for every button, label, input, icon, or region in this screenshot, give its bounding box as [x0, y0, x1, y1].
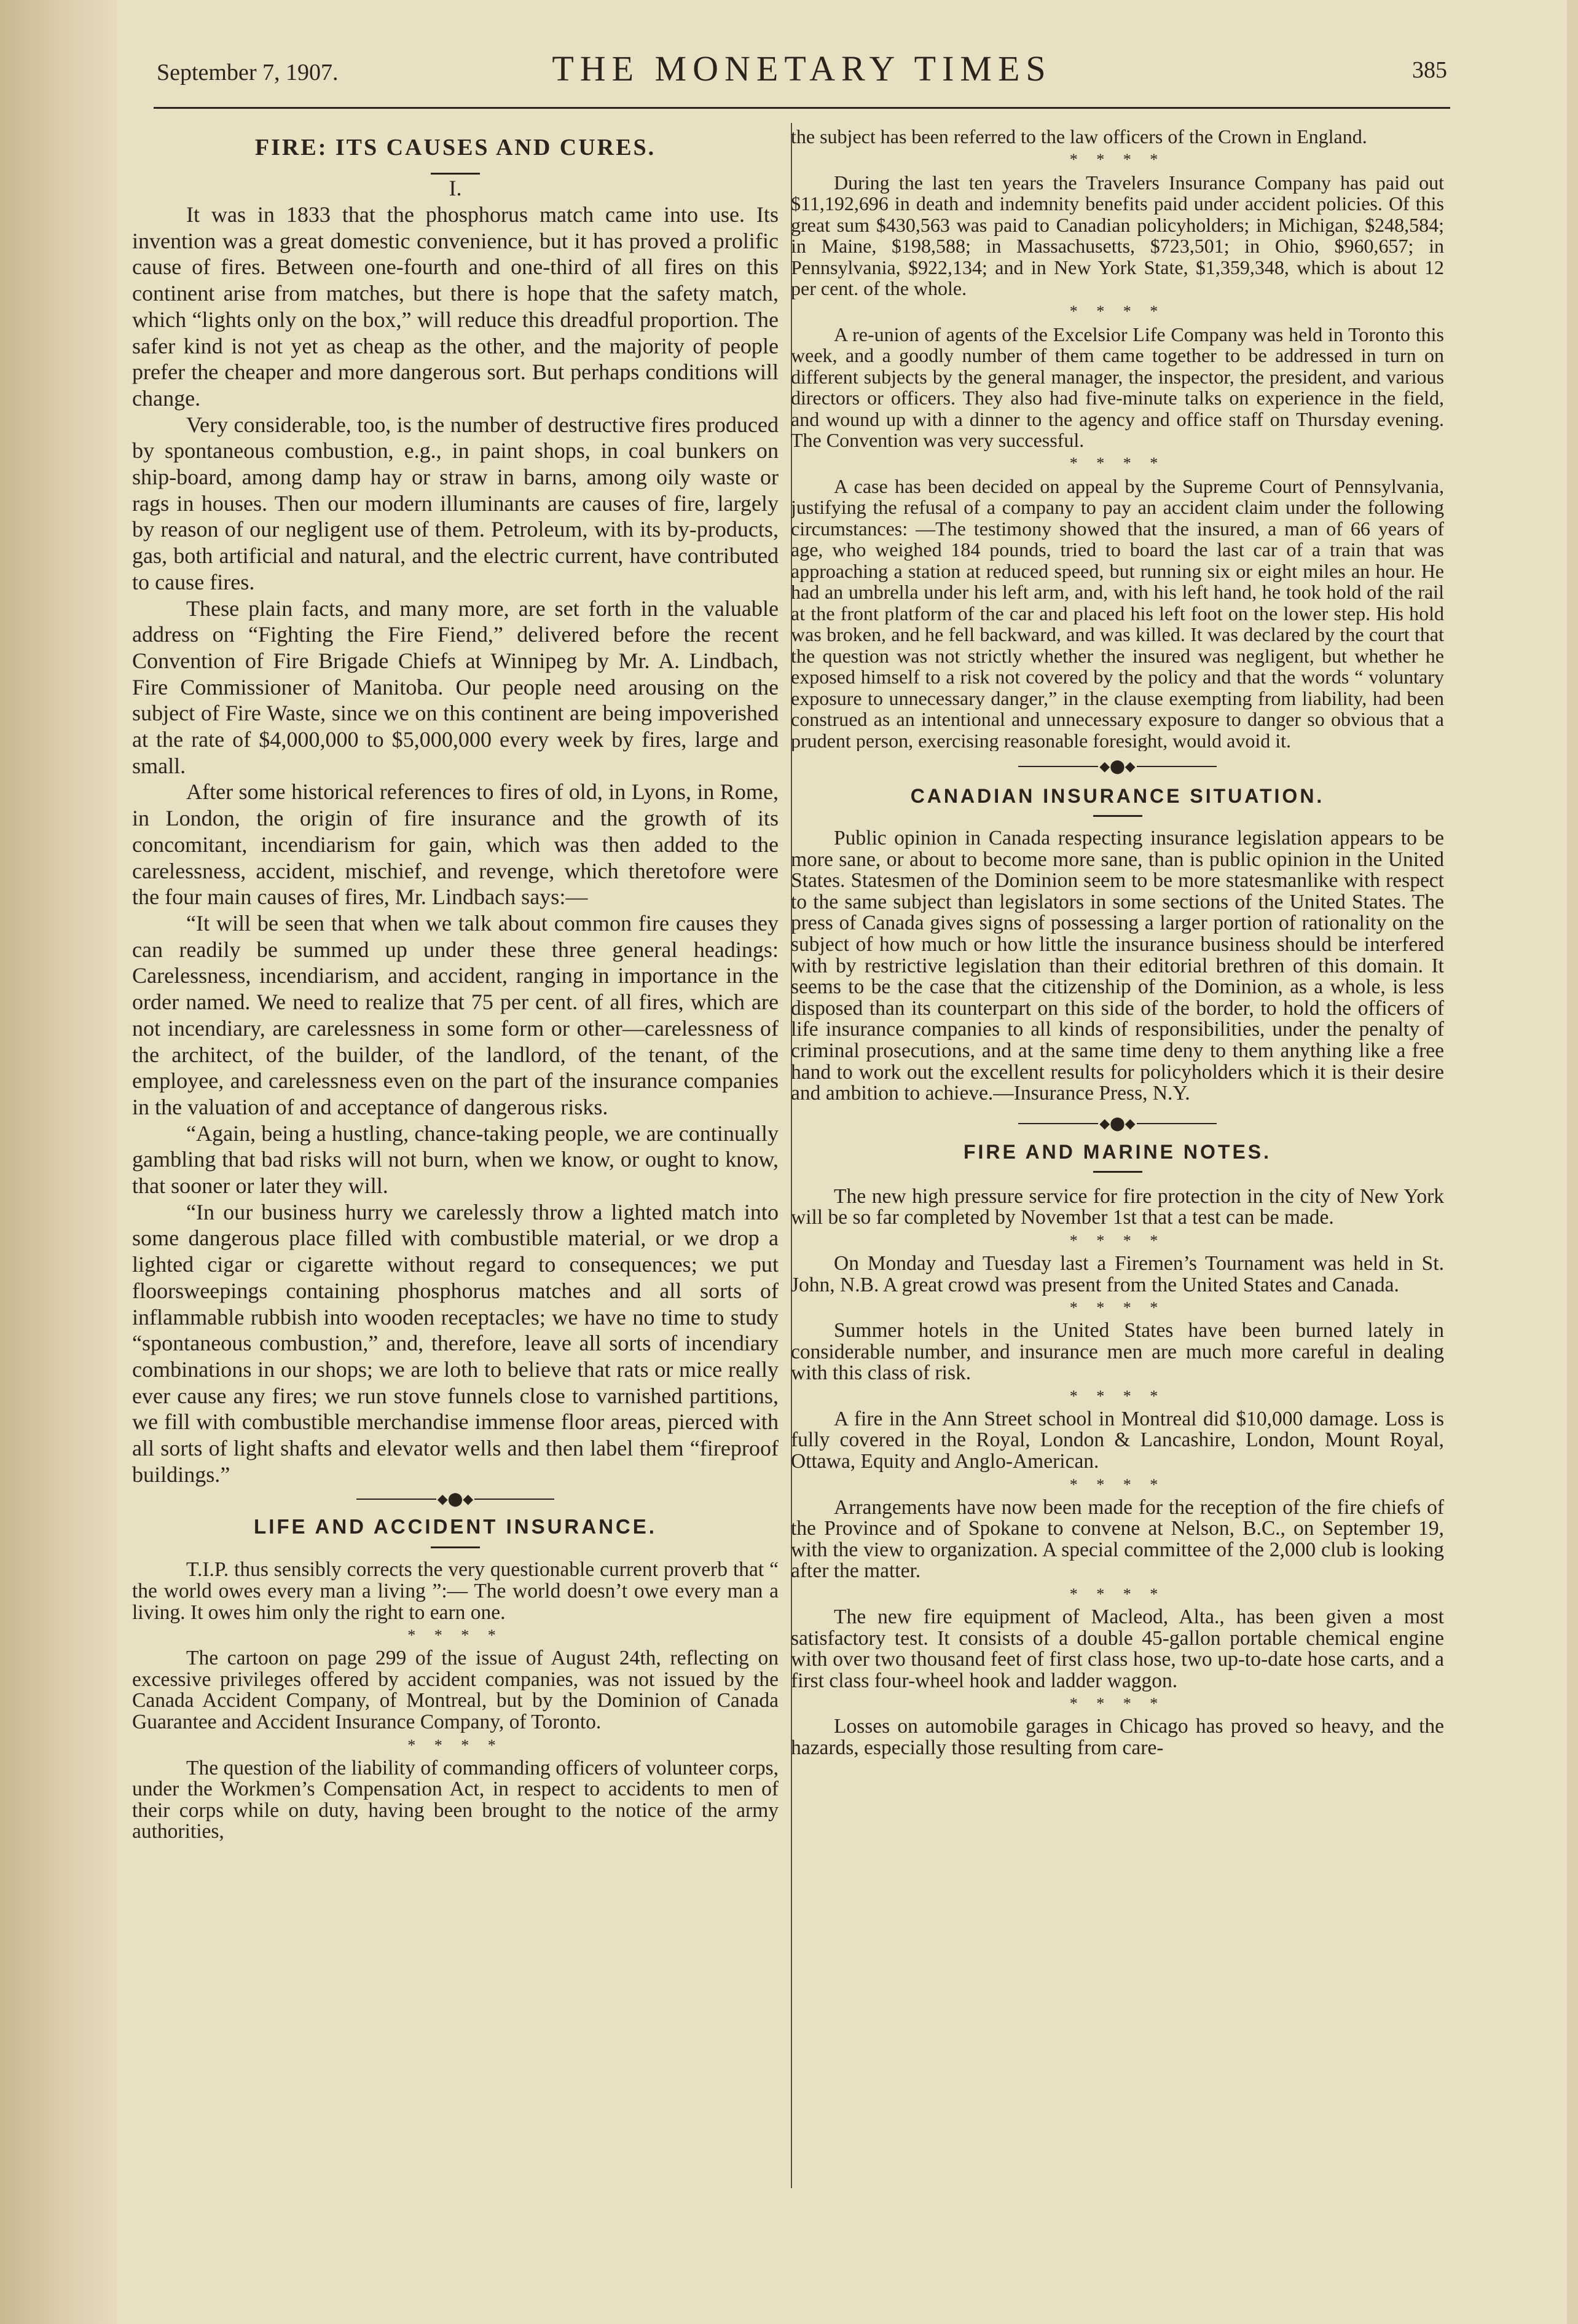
paragraph: A case has been decided on appeal by the Supreme Court of Pennsylvania, justifying the refusal of a company to pay an accident claim under the following circumstances: —The testimony showed that the insured, a man of 66 years of age, who weighed 184 pounds, tried to board the last car of a train that was approaching a station at reduced speed, but running six or eight miles an hour. He had an umbrella under his left arm, and, with his left hand, he took hold of the rail at the front platform of the car and placed his left foot on the lower step. His hold was broken, and he fell backward, and was killed. It was declared by the court that the question was not strictly whether the insured was negligent, but whether he exposed himself to a risk not covered by the policy and that the words “ voluntary exposure to unnecessary danger,” in the clause exempting from liability, had been construed as an intentional and unnecessary exposure to danger so obvious that a prudent person, exercising reasonable foresight, would avoid it. — [791, 475, 1444, 751]
paragraph: the subject has been referred to the law officers of the Crown in England. — [791, 126, 1367, 148]
section-separator: * * * * — [1069, 1585, 1166, 1604]
paragraph: The new high pressure service for fire protection in the city of New York will be so far completed by November 1st that a test can be made. — [791, 1184, 1444, 1229]
article-title: LIFE AND ACCIDENT INSURANCE. — [254, 1515, 657, 1538]
title-rule — [1093, 815, 1142, 817]
paragraph: It was in 1833 that the phosphorus match came into use. Its invention was a great domestic convenience, but it has proved a prolific cause of fires. Between one-fourth and one-third of all fires on this continent arise from matches, but there is hope that the safety match, which “lights only on the box,” will reduce this dreadful proportion. The safer kind is not yet as cheap as the other, and the majority of people prefer the cheaper and more dangerous sort. But perhaps conditions will change. — [132, 202, 779, 411]
section-separator: * * * * — [407, 1626, 503, 1645]
ornamental-rule: ◆⬤◆ — [791, 1116, 1444, 1132]
paragraph: A fire in the Ann Street school in Montreal did $10,000 damage. Loss is fully covered in the Royal, London & Lancashire, London, Mount Royal, Ottawa, Equity and Anglo-American. — [791, 1407, 1444, 1473]
paragraph: The question of the liability of commanding officers of volunteer corps, under the Workmen’s Compensation Act, in respect to accidents to men of their corps while on duty, having been brought to the notice of the army authorities, — [132, 1756, 779, 1843]
section-separator: * * * * — [1069, 302, 1166, 320]
article-title: CANADIAN INSURANCE SITUATION. — [910, 785, 1325, 807]
title-rule — [1093, 1171, 1142, 1173]
paragraph: Arrangements have now been made for the reception of the fire chiefs of the Province and of Spokane to convene at Nelson, B.C., on September 19, with the view to organization. A special committee of the 2,000 club is looking after the matter. — [791, 1495, 1444, 1583]
part-number: I. — [449, 176, 462, 200]
paragraph: The new fire equipment of Macleod, Alta., has been given a most satisfactory test. It consists of a double 45-gallon portable chemical engine with over two thousand feet of first class hose, two up-to-date hose carts, and a first class four-wheel hook and ladder waggon. — [791, 1605, 1444, 1692]
paragraph: The cartoon on page 299 of the issue of August 24th, reflecting on excessive privileges offered by accident companies, was not issued by the Canada Accident Company, of Montreal, but by the Dominion of Canada Guarantee and Accident Insurance Company, of Toronto. — [132, 1647, 779, 1734]
paragraph: Losses on automobile garages in Chicago has proved so heavy, and the hazards, especially those resulting from care- — [791, 1715, 1444, 1759]
page-header — [157, 48, 1447, 91]
paragraph: On Monday and Tuesday last a Firemen’s Tournament was held in St. John, N.B. A great crowd was present from the United States and Canada. — [791, 1251, 1444, 1296]
section-separator: * * * * — [1069, 1231, 1166, 1250]
paragraph: After some historical references to fires of old, in Lyons, in Rome, in London, the origin of fire insurance and the growth of its concomitant, incendiarism for gain, which was then added to the carelessness, accident, mischief, and revenge, which theretofore were the four main causes of fires, Mr. Lindbach says:— — [132, 779, 779, 910]
title-rule — [431, 1546, 480, 1548]
section-separator: * * * * — [1069, 1695, 1166, 1713]
paragraph: These plain facts, and many more, are set forth in the valuable address on “Fighting the Fire Fiend,” delivered before the recent Convention of Fire Brigade Chiefs at Winnipeg by Mr. A. Lindbach, Fire Commissioner of Manitoba. Our people need arousing on the subject of Fire Waste, since we on this continent are being impoverished at the rate of $4,000,000 to $5,000,000 every week by fires, large and small. — [132, 596, 779, 778]
issue-date: September 7, 1907. — [157, 60, 339, 85]
ornamental-rule: ◆⬤◆ — [791, 758, 1444, 774]
ornamental-rule: ◆⬤◆ — [132, 1491, 779, 1507]
page-number: 385 — [1412, 57, 1447, 83]
canadian-insurance-article — [791, 783, 1444, 1105]
section-separator: * * * * — [1069, 150, 1166, 168]
paragraph: During the last ten years the Travelers Insurance Company has paid out $11,192,696 in death and indemnity benefits paid under accident policies. Of this great sum $430,563 was paid to Canadian policyholders; in Michigan, $248,584; in Maine, $198,588; in Massachusetts, $723,501; in Ohio, $960,657; in Pennsylvania, $922,134; and in New York State, $1,359,348, which is about 12 per cent. of the whole. — [791, 171, 1444, 299]
section-separator: * * * * — [1069, 1475, 1166, 1494]
binding-gutter — [0, 0, 117, 2324]
section-separator: * * * * — [1069, 1299, 1166, 1317]
paragraph: “It will be seen that when we talk about common fire causes they can readily be summed up under these three general headings: Carelessness, incendiarism, and accident, ranging in importance in the order named. We need to realize that 75 per cent. of all fires, which are not incendiary, are carelessness in some form or other—carelessness of the architect, of the builder, of the landlord, of the tenant, of the employee, and carelessness even on the part of the insurance companies in the valuation of and acceptance of dangerous risks. — [132, 910, 779, 1119]
paragraph: “In our business hurry we carelessly throw a lighted match into some dangerous place filled with combustible material, or we drop a lighted cigar or cigarette without regard to consequences; we put floorsweepings containing phosphorus matches and all sorts of inflammable rubbish into wooden receptacles; we have no time to study “spontaneous combustion,” and, therefore, leave all sorts of incendiary combinations in our shops; we are loth to believe that rats or mice really ever cause any fires; we run stove funnels close to varnished partitions, we fill with combustible merchandise immense floor areas, pierced with all sorts of light shafts and elevator wells and then label them “fireproof buildings.” — [132, 1199, 779, 1487]
header-rule — [154, 107, 1450, 109]
article-title: FIRE AND MARINE NOTES. — [963, 1140, 1272, 1163]
paragraph: T.I.P. thus sensibly corrects the very questionable current proverb that “ the world owes every man a living ”:— The world doesn’t owe every man a living. It owes him only the right to earn one. — [132, 1558, 779, 1624]
paragraph: A re-union of agents of the Excelsior Life Company was held in Toronto this week, and a goodly number of them came together to be addressed in turn on different subjects by the general manager, the inspector, the president, and various directors or officers. They also had five-minute talks on experience in the field, and wound up with a dinner to the agency and office staff on Thursday evening. The Convention was very successful. — [791, 323, 1444, 451]
paragraph: Very considerable, too, is the number of destructive fires produced by spontaneous combustion, e.g., in paint shops, in coal bunkers on ship-board, among damp hay or straw in barns, among oily waste or rags in houses. Then our modern illuminants are causes of fire, largely by reason of our negligent use of them. Petroleum, with its by-products, gas, both artificial and natural, and the electric current, have contributed to cause fires. — [132, 412, 779, 594]
masthead-title: THE MONETARY TIMES — [552, 49, 1052, 89]
paragraph: “Again, being a hustling, chance-taking people, we are continually gambling that bad risks will not burn, when we know, or ought to know, that sooner or later they will. — [132, 1121, 779, 1199]
paragraph: Summer hotels in the United States have been burned lately in considerable number, and insurance men are much more careful in dealing with this class of risk. — [791, 1319, 1444, 1385]
life-accident-article — [132, 1513, 779, 1843]
left-column — [132, 126, 779, 1843]
fire-causes-article — [132, 126, 779, 1487]
right-column — [791, 126, 1444, 1759]
section-separator: * * * * — [1069, 1387, 1166, 1405]
insurance-notes — [791, 126, 1444, 751]
section-separator: * * * * — [407, 1736, 503, 1754]
section-separator: * * * * — [1069, 454, 1166, 472]
fire-marine-notes-article — [791, 1139, 1444, 1759]
article-title: FIRE: ITS CAUSES AND CURES. — [254, 135, 656, 160]
paragraph: Public opinion in Canada respecting insurance legislation appears to be more sane, or about to become more sane, than is public opinion in the United States. Statesmen of the Dominion seem to be more statesmanlike with respect to the same subject than legislators in some sections of the United States. The press of Canada gives signs of possessing a larger portion of rationality on the subject of how much or how little the insurance business should be interfered with by restrictive legislation than their editorial brethren of this domain. It seems to be the case that the citizenship of the Dominion, as a whole, is less disposed than its counterpart on this side of the border, to hold the officers of life insurance companies to all kinds of responsibilities, under the penalty of criminal prosecutions, and at the same time deny to them anything like a free hand to work out the excellent results for policyholders which it is their desire and ambition to achieve.—Insurance Press, N.Y. — [791, 827, 1444, 1105]
